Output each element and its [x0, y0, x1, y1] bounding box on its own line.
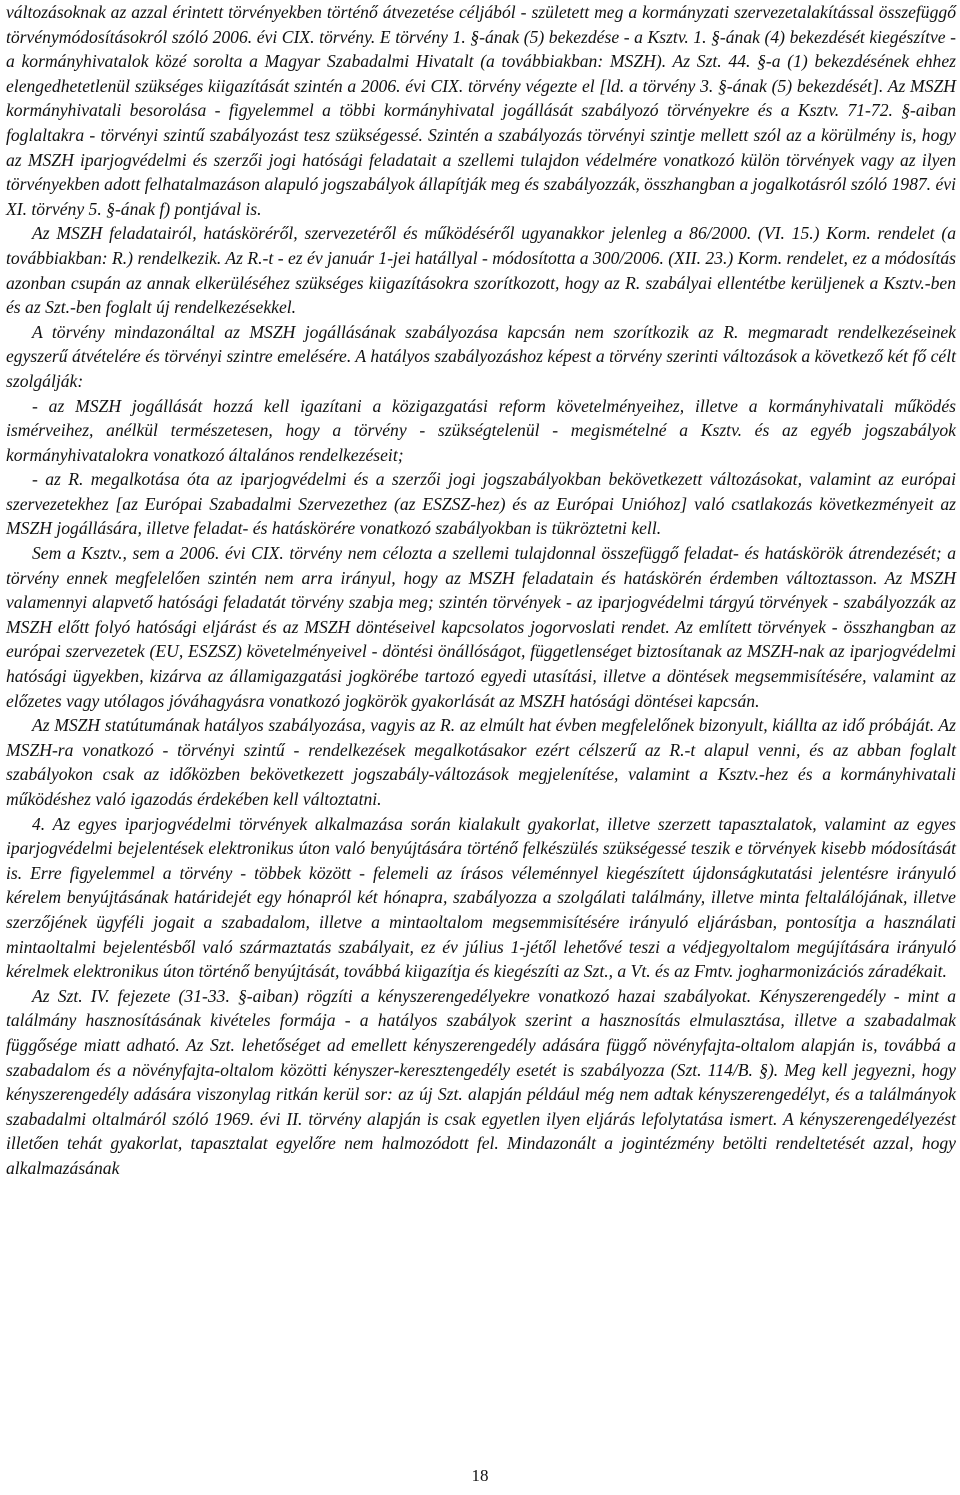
- document-page: [6, 0, 956, 1181]
- paragraph-6: 4. Az egyes iparjogvédelmi törvények alkalmazása során kialakult gyakorlat, illetve szerzett tapasztalatok, valamint az egyes iparjogvédelmi bejelentések elektronikus úton való benyújtására történő felkészülés szükségessé teszik e törvények kisebb módosítását is. Erre figyelemmel a törvény - többek között - felemeli az írásos véleménnyel kiegészített újdonságkutatási jelentésre irányuló kérelem benyújtásának határidejét egy hónapról két hónapra, szabályozza a szolgálati találmány, illetve minta feltalálójának, illetve szerzőjének ügyféli jogait a szabadalom, illetve a mintaoltalom megsemmisítésére irányuló eljárásban, pontosítja a használati mintaoltalmi bejelentésből való származtatás szabályait, ez év július 1-jétől lehetővé teszi a védjegyoltalom megújítására irányuló kérelmek elektronikus úton történő benyújtását, továbbá kiigazítja és kiegészíti az Szt., a Vt. és az Fmtv. jogharmonizációs záradékait.: [6, 813, 956, 982]
- paragraph-1: változásoknak az azzal érintett törvényekben történő átvezetése céljából - született meg a kormányzati szervezetalakítással összefüggő törvénymódosításokról szóló 2006. évi CIX. törvény. E törvény 1. §-ának (5) bekezdése - a Ksztv. 1. §-ának (4) bekezdését kiegészítve - a kormányhivatalok közé sorolta a Magyar Szabadalmi Hivatalt (a továbbiakban: MSZH). Az Szt. 44. §-a (1) bekezdésének ehhez elengedhetetlenül szükséges kiigazítását szintén a 2006. évi CIX. törvény végezte el [ld. a törvény 3. §-ának (5) bekezdését]. Az MSZH kormányhivatali besorolása - figyelemmel a többi kormányhivatal jogállását szabályozó törvényekre és a Ksztv. 71-72. §-aiban foglaltakra - törvényi szintű szabályozást tesz szükségessé. Szintén a szabályozás törvényi szintje mellett szól az a körülmény is, hogy az MSZH iparjogvédelmi és szerzői jogi hatósági feladatait a szellemi tulajdon védelmére vonatkozó külön törvények vagy az ilyen törvényekben adott felhatalmazáson alapuló jogszabályok állapítják meg és szabályozzák, összhangban a jogalkotásról szóló 1987. évi XI. törvény 5. §-ának f) pontjával is.: [6, 2, 956, 219]
- paragraph-3: A törvény mindazonáltal az MSZH jogállásának szabályozása kapcsán nem szorítkozik az R. megmaradt rendelkezéseinek egyszerű átvételére és törvényi szintre emelésére. A hatályos szabályozáshoz képest a törvény szerinti változások a következő két fő célt szolgálják:: [6, 321, 956, 391]
- page-number: 18: [471, 1466, 489, 1485]
- paragraph-5: Az MSZH statútumának hatályos szabályozása, vagyis az R. az elmúlt hat évben megfelelőnek bizonyult, kiállta az idő próbáját. Az MSZH-ra vonatkozó - törvényi szintű - rendelkezések megalkotásakor ezért célszerű az R.-t alapul venni, és az abban foglalt szabályokon csak az időközben bekövetkezett jogszabály-változások megjelenítése, valamint a Ksztv.-hez és a kormányhivatali működéshez való igazodás érdekében kell változtatni.: [6, 715, 956, 809]
- paragraph-2: Az MSZH feladatairól, hatásköréről, szervezetéről és működéséről ugyanakkor jelenleg a 86/2000. (VI. 15.) Korm. rendelet (a továbbiakban: R.) rendelkezik. Az R.-t - ez év január 1-jei hatállyal - módosította a 300/2006. (XII. 23.) Korm. rendelet, ez a módosítás azonban csupán az annak elkerüléséhez szükséges kiigazításokra szorítkozott, hogy az R. szabályai ellentétbe kerüljenek a Ksztv.-ben és az Szt.-ben foglalt új rendelkezésekkel.: [6, 223, 956, 318]
- list-item-2: - az R. megalkotása óta az iparjogvédelmi és a szerzői jogi jogszabályokban bekövetkezett változásokat, valamint az európai szervezetekhez [az Európai Szabadalmi Szervezethez (az ESZSZ-hez) és az Európai Unióhoz] való csatlakozás következményeit az MSZH jogállására, illetve feladat- és hatáskörére vonatkozó szabályokban is tükröztetni kell.: [6, 469, 956, 539]
- list-item-1: - az MSZH jogállását hozzá kell igazítani a közigazgatási reform követelményeihez, illetve a kormányhivatali működés ismérveihez, anélkül természetesen, hogy a törvény - szükségtelenül - megismételné a Ksztv. és az egyéb jogszabályok kormányhivatalokra vonatkozó általános rendelkezéseit;: [6, 395, 956, 465]
- paragraph-4: Sem a Ksztv., sem a 2006. évi CIX. törvény nem célozta a szellemi tulajdonnal összefüggő feladat- és hatáskörök átrendezését; a törvény ennek megfelelően szintén nem arra irányul, hogy az MSZH feladatain és hatáskörén érdemben változtasson. Az MSZH valamennyi alapvető hatósági feladatát törvény szabja meg; szintén törvények - az iparjogvédelmi tárgyú törvények - szabályozzák az MSZH előtt folyó hatósági eljárást és az MSZH döntéseivel kapcsolatos jogorvoslati rendet. Az említett törvények - összhangban az európai szervezetek (EU, ESZSZ) követelményeivel - döntési önállóságot, függetlenséget biztosítanak az MSZH-nak az iparjogvédelmi hatósági ügyekben, kizárva az államigazgatási jogkörébe tartozó egyedi utasítási, illetve a döntések megsemmisítésére, valamint az előzetes vagy utólagos jóváhagyásra vonatkozó jogkörök gyakorlását az MSZH hatósági döntései kapcsán.: [6, 543, 956, 711]
- paragraph-7: Az Szt. IV. fejezete (31-33. §-aiban) rögzíti a kényszerengedélyekre vonatkozó hazai szabályokat. Kényszerengedély - mint a találmány hasznosításának kivételes formája - a hatályos szabályok szerint a hasznosítás elmulasztása, illetve a szabadalmak függősége miatt adható. Az Szt. lehetőséget ad emellett kényszerengedély adására függő növényfajta-oltalom alapján is, továbbá a szabadalom és a növényfajta-oltalom közötti kényszer-keresztengedély esetét is szabályozza (Szt. 114/B. §). Meg kell jegyezni, hogy kényszerengedély adására viszonylag ritkán kerül sor: az új Szt. alapján például még nem adtak kényszerengedélyt, és a találmányok szabadalmi oltalmáról szóló 1969. évi II. törvény alapján is csak egyetlen ilyen eljárás lefolytatása ismert. A kényszerengedélyezést illetően tehát gyakorlat, tapasztalat egyelőre nem halmozódott fel. Mindazonált a jogintézmény betölti rendeltetését azzal, hogy alkalmazásának: [6, 985, 956, 1178]
